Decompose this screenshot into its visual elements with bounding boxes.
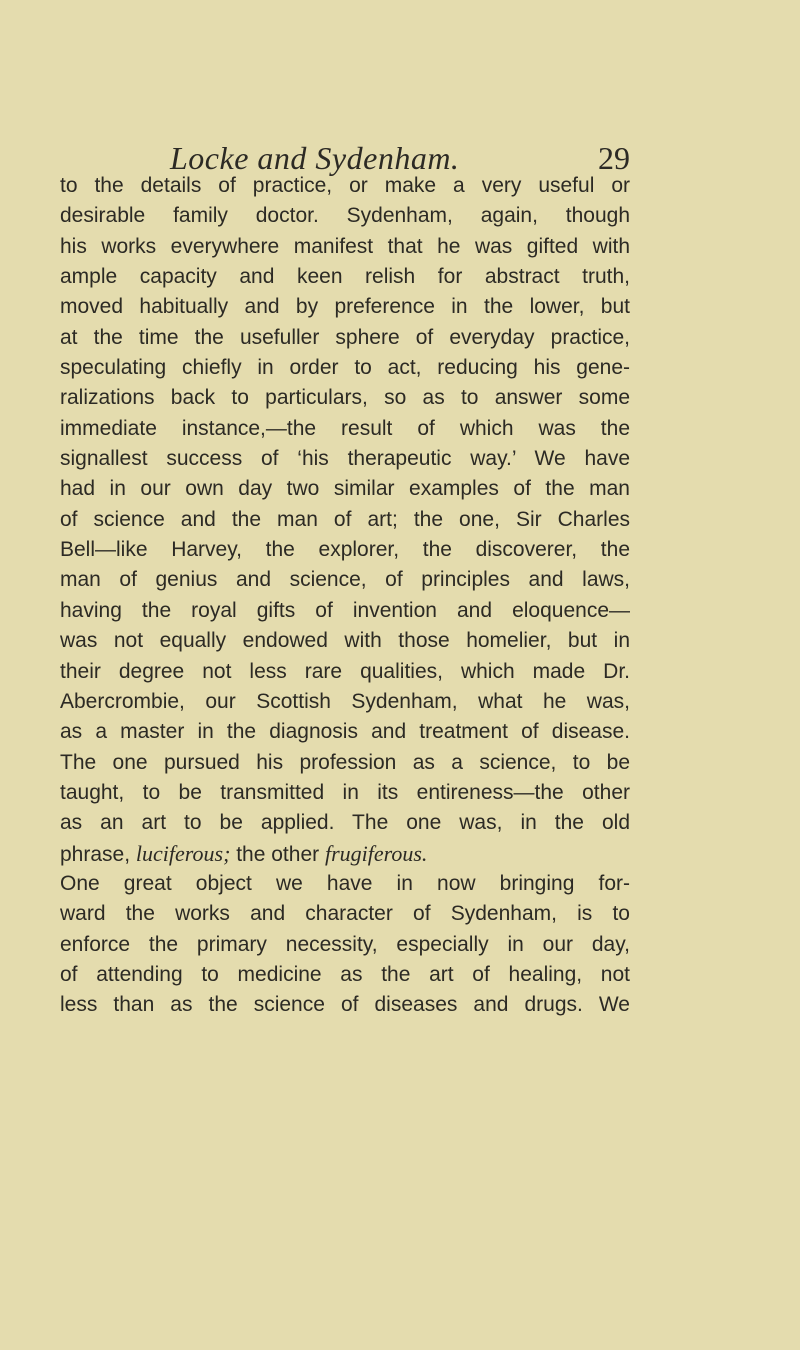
- body-text: [60, 171, 630, 1021]
- page-number: 29: [598, 140, 630, 176]
- text-line: ralizations back to particulars, so as to answer some: [60, 386, 630, 410]
- text-line: immediate instance,—the result of which was the: [60, 416, 630, 440]
- text-line: Bell—like Harvey, the explorer, the discoverer, the: [60, 538, 630, 562]
- paragraph: [60, 171, 630, 869]
- text-line: of attending to medicine as the art of healing, not: [60, 962, 630, 986]
- text-line: at the time the usefuller sphere of everyday practice,: [60, 325, 630, 349]
- text-line: his works everywhere manifest that he was gifted with: [60, 234, 630, 258]
- text-line: man of genius and science, of principles and laws,: [60, 568, 630, 592]
- paragraph: [60, 869, 630, 1021]
- text-line: less than as the science of diseases and drugs. We: [60, 993, 630, 1017]
- text-line: One great object we have in now bringing for-: [60, 871, 630, 895]
- text-fragment: the other: [230, 842, 325, 866]
- text-line: moved habitually and by preference in the lower, but: [60, 295, 630, 319]
- text-line: their degree not less rare qualities, which made Dr.: [60, 659, 630, 683]
- italic-term: luciferous;: [135, 840, 231, 866]
- text-line: ample capacity and keen relish for abstract truth,: [60, 265, 630, 289]
- text-line: having the royal gifts of invention and eloquence—: [60, 598, 630, 622]
- text-line: The one pursued his profession as a science, to be: [60, 750, 630, 774]
- text-line: ward the works and character of Sydenham, is to: [60, 902, 630, 926]
- text-line: as an art to be applied. The one was, in the old: [60, 811, 630, 835]
- text-line: to the details of practice, or make a very useful or: [60, 174, 630, 197]
- text-line: of science and the man of art; the one, Sir Charles: [60, 507, 630, 531]
- text-fragment: phrase,: [60, 842, 136, 866]
- text-line: enforce the primary necessity, especially in our day,: [60, 932, 630, 956]
- text-line: as a master in the diagnosis and treatment of disease.: [60, 720, 630, 744]
- text-line: taught, to be transmitted in its entireness—the other: [60, 780, 630, 804]
- text-line: Abercrombie, our Scottish Sydenham, what he was,: [60, 689, 630, 713]
- running-title: Locke and Sydenham.: [170, 140, 460, 176]
- text-line: [60, 839, 630, 869]
- text-line: signallest success of ‘his therapeutic way.’ We have: [60, 447, 630, 471]
- text-line: desirable family doctor. Sydenham, again, though: [60, 204, 630, 228]
- italic-term: frugiferous.: [324, 840, 428, 866]
- text-line: was not equally endowed with those homelier, but in: [60, 629, 630, 653]
- text-line: had in our own day two similar examples of the man: [60, 477, 630, 501]
- text-line: speculating chiefly in order to act, reducing his gene-: [60, 356, 630, 380]
